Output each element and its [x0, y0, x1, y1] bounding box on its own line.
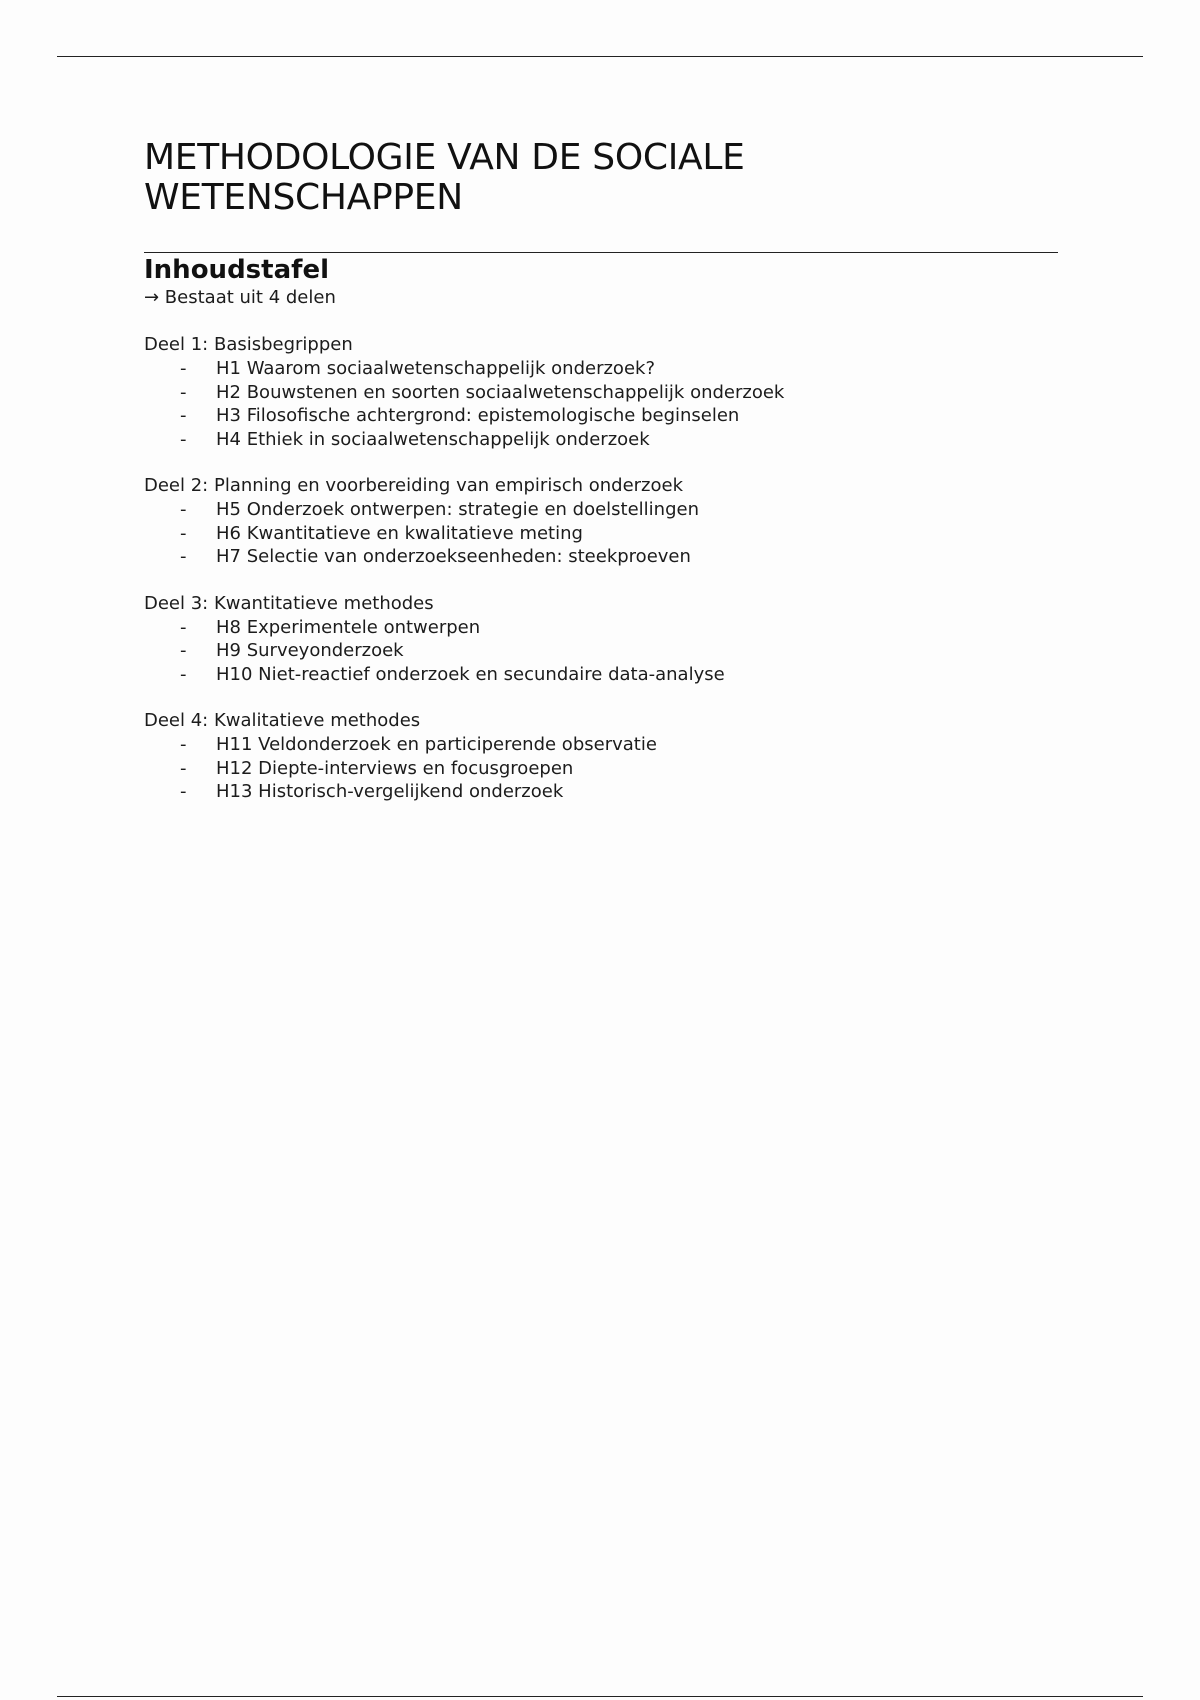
bullet-dash: -	[180, 663, 187, 685]
chapter-label: H5 Onderzoek ontwerpen: strategie en doelstellingen	[216, 499, 700, 520]
bullet-dash: -	[180, 640, 187, 661]
part-title: Deel 4: Kwalitatieve methodes	[144, 710, 421, 731]
chapter-label: H2 Bouwstenen en soorten sociaalwetenschappelijk onderzoek	[216, 381, 785, 403]
bullet-dash: -	[180, 428, 187, 450]
chapter-list	[144, 498, 1058, 569]
bullet-dash: -	[180, 781, 187, 802]
chapter-item	[144, 545, 1058, 569]
bullet-dash: -	[180, 757, 187, 779]
chapter-label: H10 Niet-reactief onderzoek en secundaire data-analyse	[216, 663, 725, 685]
toc-heading: Inhoudstafel	[144, 255, 329, 285]
chapter-label: H7 Selectie van onderzoekseenheden: steekproeven	[216, 546, 691, 567]
bullet-dash: -	[180, 734, 187, 755]
bullet-dash: -	[180, 499, 187, 520]
toc-part-4	[144, 709, 1058, 804]
chapter-item	[144, 357, 1058, 381]
bullet-dash: -	[180, 358, 187, 379]
document-title	[144, 138, 1058, 218]
bullet-dash: -	[180, 522, 187, 544]
bullet-dash: -	[180, 381, 187, 403]
chapter-item	[144, 498, 1058, 522]
chapter-item	[144, 639, 1058, 663]
chapter-list	[144, 616, 1058, 687]
chapter-label: H12 Diepte-interviews en focusgroepen	[216, 757, 574, 779]
toc-part-3	[144, 592, 1058, 687]
chapter-item	[144, 616, 1058, 640]
bullet-dash: -	[180, 616, 187, 638]
chapter-label: H13 Historisch-vergelijkend onderzoek	[216, 781, 564, 802]
toc-part-2	[144, 474, 1058, 569]
part-title: Deel 1: Basisbegrippen	[144, 334, 353, 355]
chapter-item	[144, 780, 1058, 804]
chapter-label: H4 Ethiek in sociaalwetenschappelijk onderzoek	[216, 428, 650, 450]
chapter-label: H8 Experimentele ontwerpen	[216, 616, 481, 638]
chapter-item	[144, 381, 1058, 405]
chapter-item	[144, 404, 1058, 428]
part-title: Deel 3: Kwantitatieve methodes	[144, 592, 434, 614]
document-title-line2: WETENSCHAPPEN	[144, 177, 463, 218]
chapter-label: H1 Waarom sociaalwetenschappelijk onderzoek?	[216, 358, 655, 379]
document-body	[144, 138, 1058, 804]
bullet-dash: -	[180, 405, 187, 426]
toc-part-1	[144, 333, 1058, 451]
chapter-label: H11 Veldonderzoek en participerende observatie	[216, 734, 657, 755]
chapter-list	[144, 357, 1058, 451]
document-title-line1: METHODOLOGIE VAN DE SOCIALE	[144, 137, 745, 178]
chapter-item	[144, 757, 1058, 781]
chapter-item	[144, 733, 1058, 757]
page-footer-rule	[57, 1696, 1143, 1697]
title-divider	[144, 252, 1058, 253]
toc-intro: → Bestaat uit 4 delen	[144, 287, 336, 308]
chapter-label: H3 Filosofische achtergrond: epistemologische beginselen	[216, 405, 740, 426]
chapter-list	[144, 733, 1058, 804]
chapter-item	[144, 663, 1058, 687]
page-header-rule	[57, 56, 1143, 57]
part-title: Deel 2: Planning en voorbereiding van empirisch onderzoek	[144, 475, 684, 496]
bullet-dash: -	[180, 546, 187, 567]
chapter-item	[144, 522, 1058, 546]
chapter-item	[144, 428, 1058, 452]
chapter-label: H6 Kwantitatieve en kwalitatieve meting	[216, 522, 583, 544]
chapter-label: H9 Surveyonderzoek	[216, 640, 404, 661]
